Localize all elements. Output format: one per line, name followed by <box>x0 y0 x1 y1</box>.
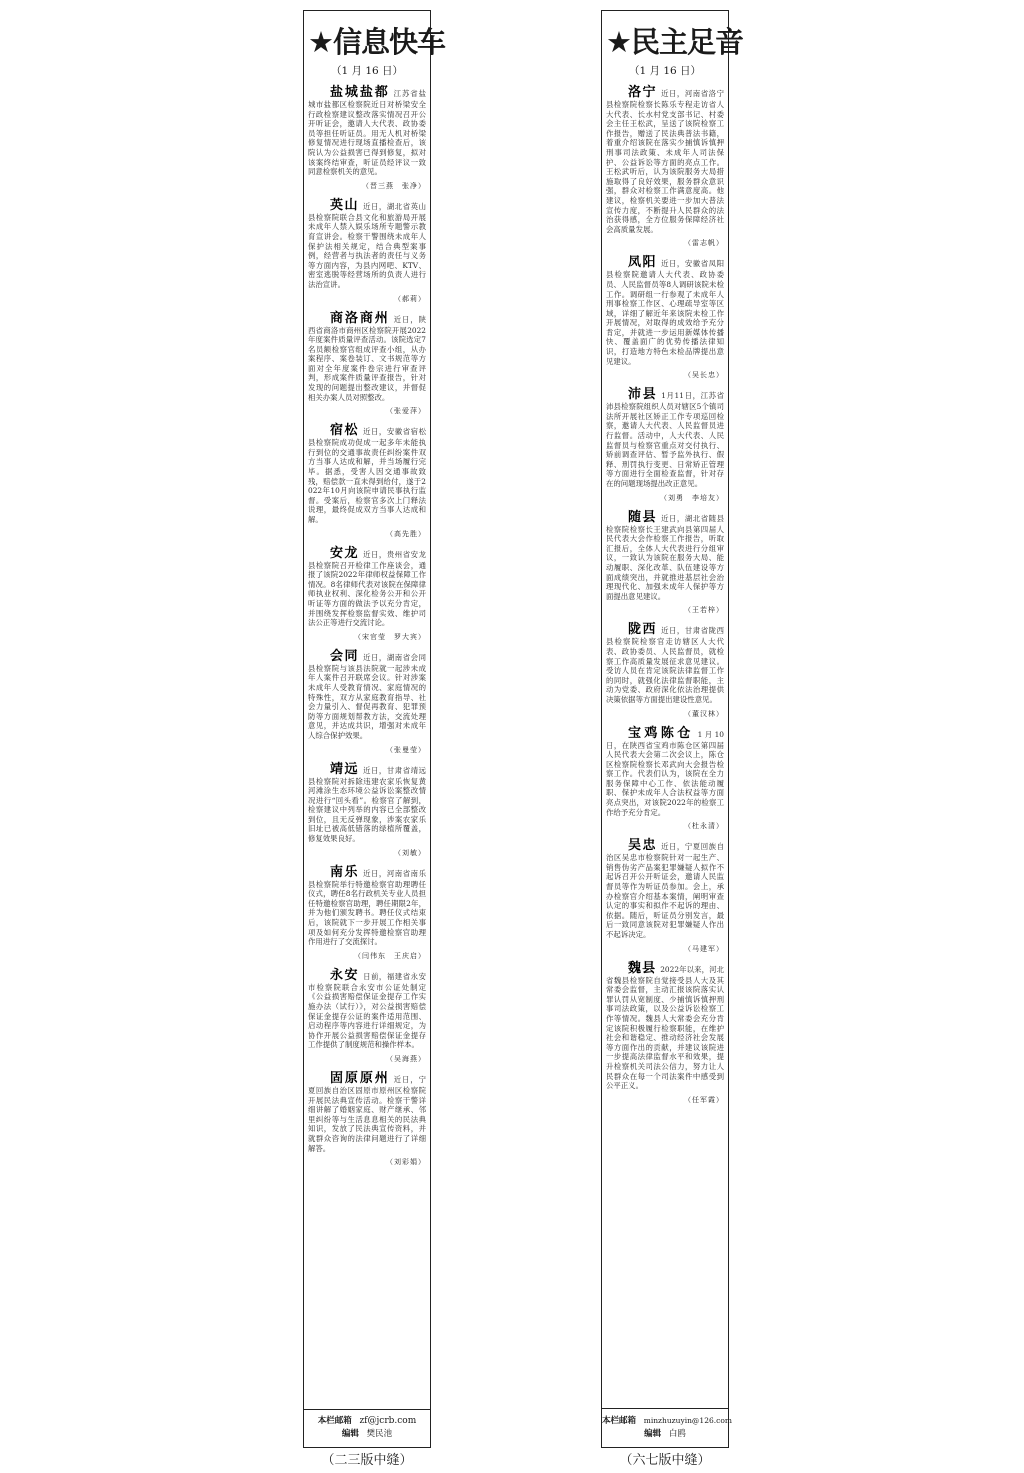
news-text: 近日，安徽省宿松县检察院成功促成一起多年未能执行到位的交通事故责任纠纷案件双方当事人达成和解，并当场履行完毕。据悉，受害人因交通事故致残，赔偿款一直未得到给付，遂于2022年10月向该院申请民事执行监督。受案后，检察官多次上门释法说理，最终促成双方当事人达成和解。 <box>308 427 426 524</box>
news-location: 南乐 <box>330 864 360 880</box>
news-item <box>308 312 426 417</box>
news-body <box>606 256 724 366</box>
news-location: 商洛商州 <box>330 310 390 326</box>
news-body <box>606 839 724 939</box>
mailbox-row <box>602 1414 732 1428</box>
news-item <box>606 511 724 616</box>
news-item <box>606 256 724 380</box>
news-author: （刘勇 李培友） <box>660 493 724 502</box>
news-text: 近日，湖北省英山县检察院联合县文化和旅游局开展未成年人禁入娱乐场所专题警示教育宣讲会。检察干警围绕未成年人保护法相关规定，结合典型案事例，经营者与执法者的责任与义务等方面内容，为县内网吧、KTV、密室逃脱等经营场所的负责人进行法治宣讲。 <box>308 201 426 289</box>
news-body <box>308 1072 426 1153</box>
news-author: （董汉林） <box>684 709 724 718</box>
editor-name: 樊民池 <box>366 1429 393 1439</box>
gutter-label-left: （二三版中缝） <box>321 1453 413 1468</box>
news-location: 凤阳 <box>628 255 658 271</box>
mailbox-label: 本栏邮箱 <box>602 1416 637 1426</box>
news-text: 江苏省盐城市盐都区检察院近日对桥梁安全行政检察建议整改落实情况召开公开听证会，邀请人大代表、政协委员等担任听证员。用无人机对桥梁修复情况进行现场直播检查后，该院认为公益损害已得到修复，拟对该案终结审查，听证员经评议一致同意检察机关的意见。 <box>308 89 426 177</box>
news-location: 永安 <box>330 967 360 983</box>
mailbox-address[interactable]: zf@jcrb.com <box>359 1416 417 1426</box>
news-location: 沛县 <box>628 387 658 403</box>
news-text: 近日，宁夏回族自治区吴忠市检察院针对一起生产、销售伪劣产品案犯罪嫌疑人拟作不起诉召开公开听证会，邀请人民监督员等作为听证员参加。会上，承办检察官介绍基本案情，阐明审查认定的事实和拟作不起诉的理由、依据。随后，听证员分别发言，最后一致同意该院对犯罪嫌疑人作出不起诉决定。 <box>606 842 724 939</box>
news-author: （张爱萍） <box>386 407 426 416</box>
news-item <box>308 86 426 191</box>
news-list <box>606 86 724 1105</box>
news-body <box>308 866 426 947</box>
news-author: （闫伟东 王庆启） <box>354 951 426 960</box>
news-item <box>308 763 426 858</box>
mailbox-label: 本栏邮箱 <box>317 1416 352 1426</box>
news-text: 近日，河南省洛宁县检察院检察长陈乐专程走访省人大代表、长水村党支部书记、村委会主任王松武，呈送了该院检察工作报告，赠送了民法典普法书籍，着重介绍该院在落实少捕慎诉慎押刑事司法政策、未成年人司法保护、公益诉讼等方面的亮点工作。王松武听后，认为该院服务大局措施取得了良好效果，服务群众意识强，群众对检察工作满意度高。他建议，检察机关要进一步加大普法宣传力度，不断提升人民群众的法治获得感，全方位服务保障经济社会高质量发展。 <box>606 89 724 234</box>
news-location: 宿松 <box>330 423 360 439</box>
news-body <box>308 312 426 403</box>
news-text: 近日，甘肃省陇西县检察院检察官走访辖区人大代表、政协委员、人民监督员，就检察工作高质量发展征求意见建议。受访人员在肯定该院法律监督工作的同时，就强化法律监督职能，主动为党委、政府深化依法治理提供决策依据等方面提出建设性意见。 <box>606 626 724 704</box>
column-date: （1 月 16 日） <box>628 65 702 77</box>
news-location: 固原原州 <box>330 1070 390 1086</box>
column-date: （1 月 16 日） <box>330 65 404 77</box>
news-body <box>606 962 724 1091</box>
news-text: 1月11日，江苏省沛县检察院组织人员对辖区5个镇司法所开展社区矫正工作专项巡回检察，邀请人大代表、人民监督员进行监督。活动中，人大代表、人民监督员与检察官重点对交付执行、矫前调查评估、暂予监外执行、假释、刑罚执行变更、日常矫正管理等方面进行全面检查监督，针对存在的问题现场提出改正意见。 <box>606 391 724 488</box>
news-body <box>308 650 426 741</box>
news-item <box>308 547 426 642</box>
news-list <box>308 86 426 1167</box>
news-text: 1月10日，在陕西省宝鸡市陈仓区第四届人民代表大会第二次会议上，陈仓区检察院检察长邓武向大会报告检察工作。代表们认为，该院在全力服务保障中心工作、依法能动履职、保护未成年人合法权益等方面亮点突出，对该院2022年的检察工作给予充分肯定。 <box>606 729 724 817</box>
news-text: 近日，陕西省商洛市商州区检察院开展2022年度案件质量评查活动。该院选定7名员额检察官组成评查小组，从办案程序、案卷装订、文书规范等方面对全年度案件卷宗进行审查评判，形成案件质量评查报告，针对发现的问题提出整改建议，并督促相关办案人员对照整改。 <box>308 314 426 402</box>
news-author: （王若梓） <box>684 606 724 615</box>
news-author: （高先胜） <box>386 529 426 538</box>
news-author: （宋官莹 罗大宾） <box>354 632 426 641</box>
news-author: （杜永清） <box>684 822 724 831</box>
news-text: 2022年以来，河北省魏县检察院自觉接受县人大及其常委会监督，主动汇报该院落实认罪认罚从宽制度、少捕慎诉慎押刑事司法政策，以及公益诉讼检察工作等情况。魏县人大常委会充分肯定该院积极履行检察职能，在维护社会和谐稳定、推动经济社会发展等方面作出的贡献，并建议该院进一步提高法律监督水平和效果，提升检察机关司法公信力，努力让人民群众在每一个司法案件中感受到公平正义。 <box>606 964 724 1091</box>
column-info-express <box>303 10 445 1448</box>
news-author: （雷志帆） <box>684 239 724 248</box>
news-body <box>606 388 724 488</box>
news-text: 近日，甘肃省靖远县检察院对拆除违建农家乐恢复黄河滩涂生态环境公益诉讼案整改情况进行“回头看”。检察官了解到，检察建议中列举的内容已全部整改到位，且无反弹现象，涉案农家乐旧址已被高低错落的绿植所覆盖，修复效果良好。 <box>308 765 426 844</box>
news-body <box>308 763 426 844</box>
editor-label: 编辑 <box>644 1429 662 1439</box>
news-text: 日前，福建省永安市检察院联合永安市公证处制定《公益损害赔偿保证金提存工作实施办法（试行）》，对公益损害赔偿保证金提存公证的案件适用范围、启动程序等内容进行详细规定，为协作开展公益损害赔偿保证金提存工作提供了制度规范和操作样本。 <box>308 971 426 1050</box>
column-title: ★民主足音 <box>606 25 743 59</box>
news-text: 近日，贵州省安龙县检察院召开检律工作座谈会，通报了该院2022年律师权益保障工作情况。8名律师代表对该院在保障律师执业权利、深化检务公开和公开听证等方面的做法予以充分肯定，并围绕发挥检察监督实效、维护司法公正等进行交流讨论。 <box>308 549 426 628</box>
news-location: 吴忠 <box>628 838 658 854</box>
news-item <box>606 623 724 718</box>
news-body <box>308 424 426 524</box>
column-footer <box>304 1409 430 1447</box>
mailbox-row <box>304 1415 430 1428</box>
news-location: 陇西 <box>628 622 658 638</box>
news-author: （刘彩娟） <box>386 1158 426 1167</box>
editor-name: 白鸥 <box>668 1429 686 1439</box>
news-location: 宝鸡陈仓 <box>628 725 694 741</box>
editor-row <box>304 1428 430 1441</box>
news-item <box>606 727 724 832</box>
news-item <box>606 962 724 1105</box>
news-author: （张曼莹） <box>386 745 426 754</box>
news-text: 近日，湖北省随县检察院检察长王建武向县第四届人民代表大会作检察工作报告，听取汇报后，全体人大代表进行分组审议，一致认为该院在服务大局、能动履职、深化改革、队伍建设等方面成绩突出，并就推进基层社会治理现代化、加强未成年人保护等方面提出意见建议。 <box>606 513 724 601</box>
news-body <box>308 969 426 1050</box>
news-item <box>308 1072 426 1167</box>
news-text: 近日，宁夏回族自治区固原市原州区检察院开展民法典宣传活动。检察干警详细讲解了婚姻家庭、财产继承、邻里纠纷等与生活息息相关的民法典知识，发放了民法典宣传资料，并就群众咨询的法律问题进行了详细解答。 <box>308 1074 426 1153</box>
news-item <box>308 650 426 755</box>
news-location: 随县 <box>628 509 658 525</box>
mailbox-address[interactable]: minzhuzuyin@126.com <box>643 1416 732 1425</box>
news-author: （吴长忠） <box>684 371 724 380</box>
news-item <box>308 866 426 961</box>
column-title: ★信息快车 <box>308 25 445 59</box>
news-body <box>606 511 724 602</box>
column-footer <box>602 1408 732 1447</box>
news-item <box>308 199 426 304</box>
news-author: （刘敏） <box>394 848 426 857</box>
gutter-label-right: （六七版中缝） <box>619 1453 711 1468</box>
news-author: （马建军） <box>684 944 724 953</box>
news-author: （晋三燕 张净） <box>362 181 426 190</box>
news-text: 近日，安徽省凤阳县检察院邀请人大代表、政协委员、人民监督员等8人调研该院未检工作。调研组一行参观了未成年人刑事检察工作区、心理疏导室等区域，详细了解近年来该院未检工作开展情况，对取得的成效给予充分肯定，并就进一步运用新媒体传播快、覆盖面广的优势传播法律知识，打造地方特色未检品牌提出意见建议。 <box>606 259 724 366</box>
news-author: （郝莉） <box>394 294 426 303</box>
news-body <box>308 86 426 177</box>
news-text: 近日，河南省南乐县检察院举行特邀检察官助理聘任仪式，聘任8名行政机关专业人员担任特邀检察官助理，聘任期限2年，并为他们颁发聘书。聘任仪式结束后，该院就下一步开展工作相关事项及如何充分发挥特邀检察官助理作用进行了交流探讨。 <box>308 868 426 947</box>
news-body <box>308 199 426 290</box>
news-location: 安龙 <box>330 545 360 561</box>
news-item <box>308 424 426 538</box>
news-location: 英山 <box>330 197 360 213</box>
news-body <box>606 86 724 234</box>
editor-row <box>602 1428 728 1441</box>
news-location: 洛宁 <box>628 85 658 100</box>
news-body <box>606 623 724 704</box>
news-item <box>606 86 724 248</box>
news-item <box>308 969 426 1064</box>
news-location: 会同 <box>330 648 360 664</box>
news-item <box>606 839 724 953</box>
news-author: （吴海燕） <box>386 1054 426 1063</box>
column-democracy-voices <box>601 10 743 1448</box>
news-body <box>308 547 426 628</box>
news-author: （任军霞） <box>684 1095 724 1104</box>
editor-label: 编辑 <box>341 1429 359 1439</box>
news-location: 盐城盐都 <box>330 85 390 100</box>
news-item <box>606 388 724 502</box>
news-body <box>606 727 724 818</box>
news-location: 靖远 <box>330 761 360 777</box>
news-text: 近日，湖南省会同县检察院与该县法院就一起涉未成年人案件召开联席会议。针对涉案未成年人受教育情况、家庭情况的特殊性，双方从家庭教育指导、社会力量引入、督促再教育、犯罪预防等方面规划帮教方法，交流处理意见，并达成共识，增强对未成年人综合保护效果。 <box>308 652 426 740</box>
news-location: 魏县 <box>628 960 657 976</box>
